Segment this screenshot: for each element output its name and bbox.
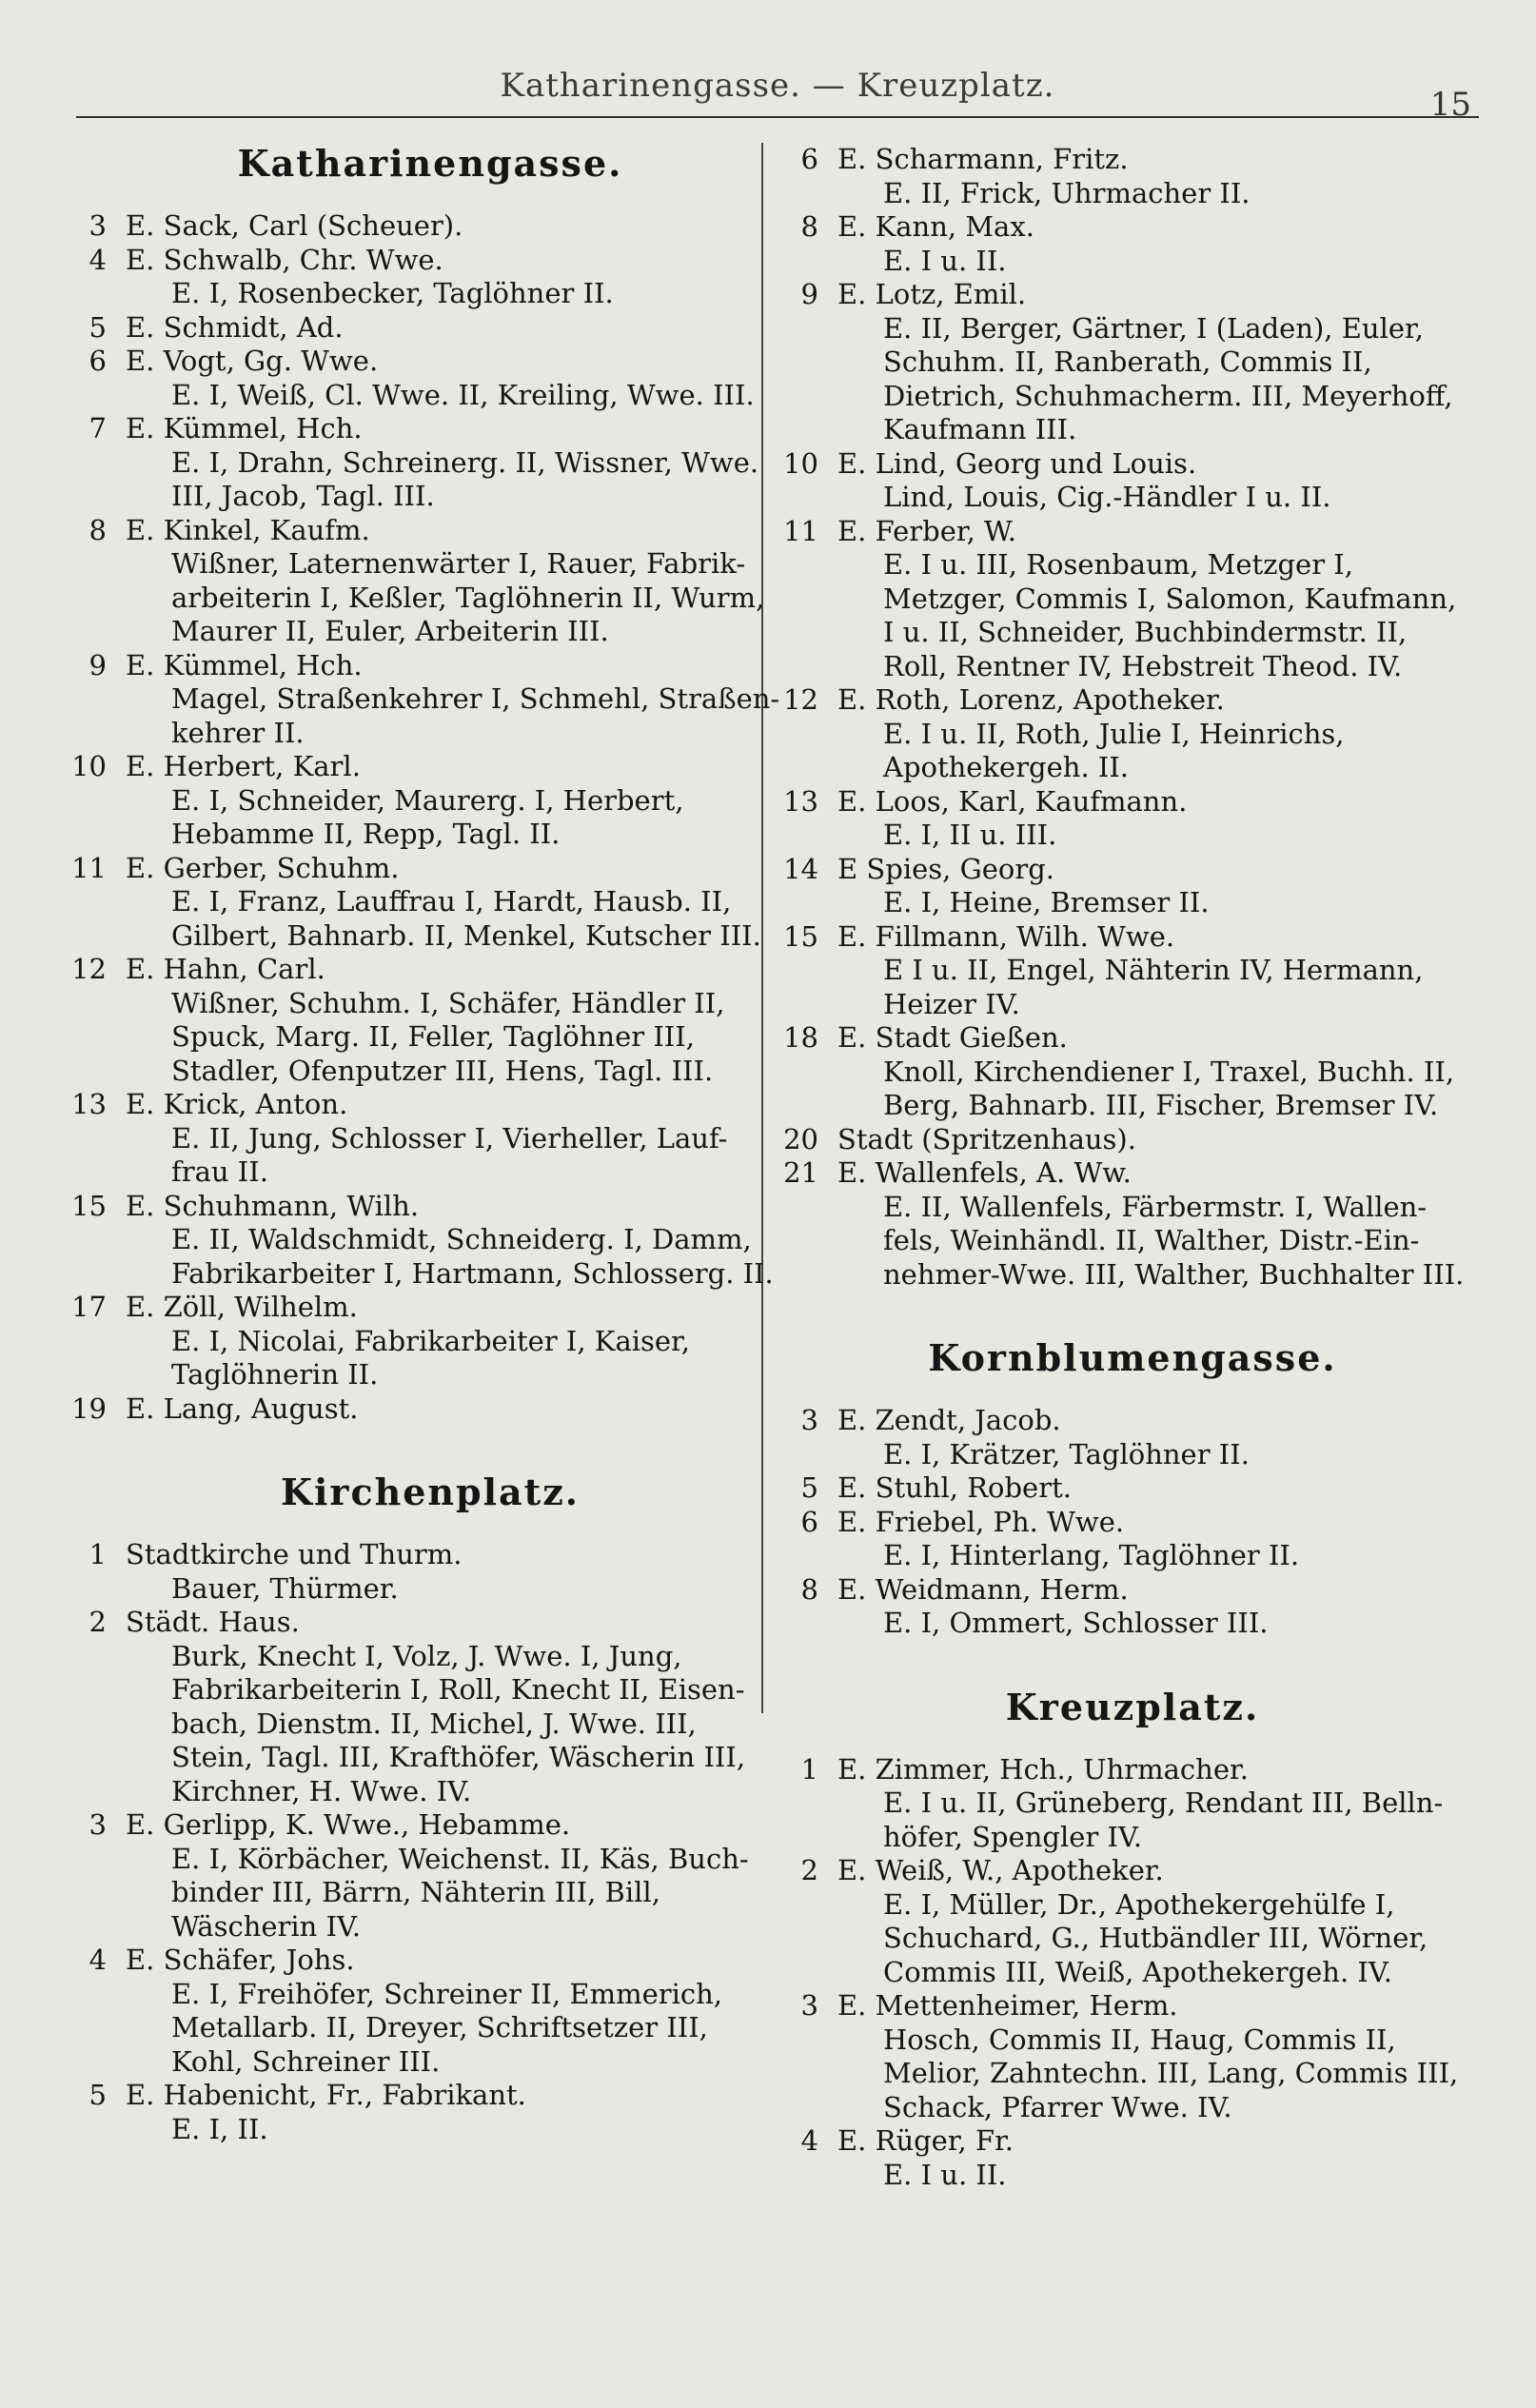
house-entry — [780, 447, 1485, 515]
entry-line: E. I, Schneider, Maurerg. I, Herbert, — [171, 783, 684, 817]
entry-line: Lind, Louis, Cig.-Händler I u. II. — [883, 481, 1331, 513]
house-entry — [69, 2079, 754, 2146]
entry-line: E. Krick, Anton. — [126, 1088, 348, 1120]
entry-line: frau II. — [171, 1155, 268, 1188]
house-number: 11 — [71, 851, 107, 884]
house-entry — [780, 1021, 1485, 1123]
house-number: 13 — [783, 784, 818, 818]
house-entry — [780, 1573, 1485, 1641]
entry-line: Fabrikarbeiterin I, Roll, Knecht II, Eisen- — [171, 1673, 745, 1706]
street-heading: Kreuzplatz. — [1005, 1685, 1260, 1728]
entry-line: E. Loos, Karl, Kaufmann. — [837, 784, 1188, 818]
entry-line: E. Habenicht, Fr., Fabrikant. — [126, 2079, 526, 2111]
entry-line: E. Kann, Max. — [837, 210, 1034, 243]
entry-line: Stadler, Ofenputzer III, Hens, Tagl. III. — [171, 1054, 714, 1087]
entry-line: E. Lotz, Emil. — [837, 278, 1027, 310]
entry-line: E. Vogt, Gg. Wwe. — [126, 345, 379, 377]
entry-line: E. Kümmel, Hch. — [126, 648, 363, 681]
entry-line: E. I, Ommert, Schlosser III. — [883, 1607, 1269, 1639]
entry-line: kehrer II. — [171, 716, 305, 749]
entry-line: E. Mettenheimer, Herm. — [837, 1989, 1178, 2022]
house-number: 13 — [71, 1088, 107, 1120]
house-entry — [780, 1753, 1485, 1855]
house-number: 3 — [800, 1989, 818, 2022]
house-number: 10 — [783, 446, 818, 480]
street-section — [69, 1471, 754, 2146]
entry-line: E. Herbert, Karl. — [126, 750, 361, 782]
house-number: 6 — [800, 143, 818, 175]
entry-line: E. Gerber, Schuhm. — [126, 851, 400, 884]
entry-line: E. Ferber, W. — [837, 514, 1016, 547]
house-entry — [69, 953, 754, 1088]
entry-line: E. Weidmann, Herm. — [837, 1572, 1129, 1606]
house-number: 19 — [71, 1392, 107, 1425]
house-entry — [69, 1808, 754, 1944]
entry-line: E. I, Körbächer, Weichenst. II, Käs, Buch- — [171, 1842, 749, 1875]
column-divider — [761, 143, 763, 1713]
entry-line: E. I u. II, Roth, Julie I, Heinrichs, — [883, 717, 1345, 750]
entry-line: E. II, Waldschmidt, Schneiderg. I, Damm, — [171, 1223, 752, 1255]
street-heading: Kornblumengasse. — [928, 1336, 1337, 1379]
street-section — [69, 142, 780, 1426]
house-entry — [780, 515, 1485, 684]
entry-line: I u. II, Schneider, Buchbindermstr. II, — [883, 616, 1408, 648]
entry-line: E. I u. II, Grüneberg, Rendant III, Belln- — [883, 1786, 1444, 1819]
house-number: 5 — [89, 310, 107, 344]
entry-line: E Spies, Georg. — [837, 852, 1055, 885]
house-number: 8 — [89, 513, 107, 546]
entry-line: Burk, Knecht I, Volz, J. Wwe. I, Jung, — [171, 1639, 682, 1672]
house-entry — [69, 1291, 754, 1392]
entry-line: Metallarb. II, Dreyer, Schriftsetzer III, — [171, 2011, 708, 2043]
house-number: 10 — [71, 750, 107, 782]
entry-line: Fabrikarbeiter I, Hartmann, Schlosserg. II. — [171, 1256, 774, 1290]
right-column — [780, 143, 1485, 2370]
entry-line: nehmer-Wwe. III, Walther, Buchhalter III. — [883, 1257, 1465, 1291]
entry-line: E. I, II u. III. — [883, 819, 1057, 851]
entry-line: E. I, Krätzer, Taglöhner II. — [883, 1437, 1250, 1470]
house-number: 3 — [800, 1404, 818, 1436]
entry-line: fels, Weinhändl. II, Walther, Distr.-Ein- — [883, 1224, 1420, 1256]
entry-line: Apothekergeh. II. — [883, 751, 1130, 783]
street-section — [780, 143, 1485, 1292]
entry-line: E. Schuhmann, Wilh. — [126, 1189, 420, 1222]
house-entry — [69, 1189, 774, 1292]
entry-line: Schack, Pfarrer Wwe. IV. — [883, 2090, 1232, 2123]
entry-line: E. I, Hinterlang, Taglöhner II. — [883, 1539, 1300, 1571]
entry-line: Gilbert, Bahnarb. II, Menkel, Kutscher III. — [171, 918, 761, 952]
entry-line: E. Stadt Gießen. — [837, 1021, 1068, 1054]
house-entry — [69, 513, 765, 649]
entry-line: E. II, Berger, Gärtner, I (Laden), Euler, — [883, 311, 1424, 345]
house-number: 2 — [89, 1606, 107, 1638]
entry-line: Roll, Rentner IV, Hebstreit Theod. IV. — [883, 649, 1403, 682]
house-entry — [780, 1404, 1485, 1471]
house-entry — [780, 278, 1485, 447]
house-entry — [69, 1944, 754, 2079]
entry-line: Kohl, Schreiner III. — [171, 2044, 441, 2078]
entry-line: E. Roth, Lorenz, Apotheker. — [837, 683, 1225, 716]
entry-line: III, Jacob, Tagl. III. — [171, 480, 435, 512]
entry-line: E. Lang, August. — [126, 1392, 359, 1425]
entry-line: höfer, Spengler IV. — [883, 1820, 1143, 1853]
page-number: 15 — [1429, 86, 1471, 124]
entry-line: binder III, Bärrn, Nähterin III, Bill, — [171, 1876, 660, 1908]
entry-line: Wäscherin IV. — [171, 1909, 362, 1943]
house-entry — [780, 143, 1485, 210]
entry-line: Taglöhnerin II. — [171, 1358, 379, 1391]
house-number: 9 — [89, 648, 107, 681]
house-number: 3 — [89, 1808, 107, 1841]
entry-line: E. I u. III, Rosenbaum, Metzger I, — [883, 548, 1353, 581]
entry-line: Wißner, Laternenwärter I, Rauer, Fabrik- — [171, 547, 746, 580]
page-header — [76, 59, 1479, 124]
entry-line: E. II, Frick, Uhrmacher II. — [883, 176, 1250, 209]
house-number: 4 — [800, 2124, 818, 2157]
house-number: 4 — [89, 243, 107, 276]
house-number: 3 — [89, 209, 107, 242]
house-number: 7 — [89, 412, 107, 444]
entry-line: Commis III, Weiß, Apothekergeh. IV. — [883, 1955, 1392, 1988]
house-entry — [780, 1854, 1485, 1989]
house-entry — [69, 244, 754, 311]
entry-line: Berg, Bahnarb. III, Fischer, Bremser IV. — [883, 1089, 1439, 1121]
entry-line: E I u. II, Engel, Nähterin IV, Hermann, — [883, 954, 1424, 986]
house-entry — [69, 1088, 754, 1190]
entry-line: E. I, Drahn, Schreinerg. II, Wissner, Wwe. — [171, 445, 759, 479]
house-entry — [69, 311, 754, 345]
entry-line: E. Schwalb, Chr. Wwe. — [126, 243, 443, 276]
entry-line: E. Hahn, Carl. — [126, 953, 325, 985]
house-entry — [780, 920, 1485, 1022]
entry-line: E. Kümmel, Hch. — [126, 412, 363, 444]
street-section — [780, 1337, 1485, 1641]
house-number: 15 — [783, 919, 818, 953]
house-number: 4 — [89, 1944, 107, 1976]
house-entry — [69, 209, 754, 244]
house-number: 8 — [800, 210, 818, 243]
entry-line: E. Schäfer, Johs. — [126, 1944, 355, 1976]
house-number: 1 — [89, 1538, 107, 1570]
entry-line: Heizer IV. — [883, 987, 1020, 1020]
entry-line: Kirchner, H. Wwe. IV. — [171, 1774, 472, 1807]
house-number: 11 — [783, 514, 818, 547]
house-number: 12 — [783, 683, 818, 716]
entry-line: Hosch, Commis II, Haug, Commis II, — [883, 2023, 1396, 2056]
entry-line: E. Friebel, Ph. Wwe. — [837, 1505, 1125, 1538]
entry-line: E. I u. II. — [883, 244, 1007, 277]
entry-line: E. Kinkel, Kaufm. — [126, 513, 370, 546]
entry-line: E. Gerlipp, K. Wwe., Hebamme. — [126, 1808, 571, 1841]
house-entry — [780, 1156, 1485, 1292]
entry-line: E. I u. II. — [883, 2158, 1007, 2191]
entry-line: arbeiterin I, Keßler, Taglöhnerin II, Wurm, — [171, 581, 765, 614]
entry-line: Stein, Tagl. III, Krafthöfer, Wäscherin III, — [171, 1741, 746, 1773]
entry-line: Bauer, Thürmer. — [171, 1571, 399, 1605]
house-number: 18 — [783, 1021, 818, 1054]
house-entry — [780, 1989, 1485, 2124]
house-number: 6 — [800, 1505, 818, 1538]
house-number: 5 — [800, 1471, 818, 1504]
entry-line: Dietrich, Schuhmacherm. III, Meyerhoff, — [883, 379, 1453, 412]
entry-line: Stadtkirche und Thurm. — [126, 1538, 463, 1570]
entry-line: E. Sack, Carl (Scheuer). — [126, 209, 463, 242]
house-entry — [780, 1123, 1485, 1157]
entry-line: E. I, Freihöfer, Schreiner II, Emmerich, — [171, 1977, 723, 2010]
entry-line: E. Scharmann, Fritz. — [837, 143, 1129, 175]
house-number: 2 — [800, 1854, 818, 1886]
entry-line: bach, Dienstm. II, Michel, J. Wwe. III, — [171, 1707, 697, 1740]
house-entry — [69, 648, 780, 751]
house-entry — [780, 210, 1485, 278]
left-column — [69, 142, 780, 2370]
house-number: 21 — [783, 1156, 818, 1189]
house-entry — [69, 412, 759, 514]
house-entry — [780, 2124, 1485, 2192]
house-number: 8 — [800, 1572, 818, 1606]
entry-line: E. I, Müller, Dr., Apothekergehülfe I, — [883, 1887, 1395, 1921]
entry-line: E. Zöll, Wilhelm. — [126, 1291, 358, 1323]
entry-line: Maurer II, Euler, Arbeiterin III. — [171, 615, 609, 647]
entry-line: Melior, Zahntechn. III, Lang, Commis III, — [883, 2057, 1459, 2089]
entry-line: Schuhm. II, Ranberath, Commis II, — [883, 345, 1372, 378]
house-number: 12 — [71, 953, 107, 985]
house-entry — [69, 851, 761, 954]
street-section — [780, 1687, 1485, 2193]
entry-line: E. Zendt, Jacob. — [837, 1404, 1061, 1436]
house-number: 5 — [89, 2079, 107, 2111]
entry-line: Kaufmann III. — [883, 413, 1077, 445]
entry-line: Knoll, Kirchendiener I, Traxel, Buchh. II, — [883, 1055, 1455, 1088]
house-entry — [69, 750, 754, 852]
street-heading: Kirchenplatz. — [280, 1470, 581, 1513]
house-entry — [780, 683, 1485, 785]
entry-line: Schuchard, G., Hutbändler III, Wörner, — [883, 1922, 1428, 1954]
entry-line: E. II, Jung, Schlosser I, Vierheller, Lauf- — [171, 1121, 728, 1155]
house-number: 17 — [71, 1291, 107, 1323]
house-entry — [780, 1471, 1485, 1506]
house-number: 6 — [89, 345, 107, 377]
house-number: 15 — [71, 1189, 107, 1222]
entry-line: E. I, II. — [171, 2112, 268, 2145]
entry-line: Städt. Haus. — [126, 1606, 300, 1638]
house-number: 14 — [783, 852, 818, 885]
house-entry — [69, 1606, 754, 1808]
house-entry — [69, 1538, 754, 1606]
entry-line: Spuck, Marg. II, Feller, Taglöhner III, — [171, 1020, 695, 1053]
entry-line: E. I, Rosenbecker, Taglöhner II. — [171, 277, 614, 309]
entry-line: E. II, Wallenfels, Färbermstr. I, Wallen- — [883, 1190, 1428, 1223]
entry-line: E. Schmidt, Ad. — [126, 310, 344, 344]
house-entry — [780, 785, 1485, 853]
running-title: Katharinengasse. — Kreuzplatz. — [500, 67, 1055, 105]
house-entry — [780, 1506, 1485, 1573]
entry-line: Hebamme II, Repp, Tagl. II. — [171, 818, 561, 850]
entry-line: Stadt (Spritzenhaus). — [837, 1122, 1136, 1155]
entry-line: Wißner, Schuhm. I, Schäfer, Händler II, — [171, 986, 725, 1019]
entry-line: E. Weiß, W., Apotheker. — [837, 1854, 1164, 1886]
street-heading: Katharinengasse. — [237, 142, 623, 185]
entry-line: E. Fillmann, Wilh. Wwe. — [837, 919, 1175, 953]
entry-line: E. Rüger, Fr. — [837, 2124, 1014, 2157]
entry-line: Metzger, Commis I, Salomon, Kaufmann, — [883, 582, 1457, 615]
entry-line: E. Stuhl, Robert. — [837, 1471, 1072, 1504]
entry-line: E. Lind, Georg und Louis. — [837, 446, 1197, 480]
house-entry — [780, 853, 1485, 920]
entry-line: Magel, Straßenkehrer I, Schmehl, Straßen- — [171, 682, 780, 715]
house-number: 9 — [800, 278, 818, 310]
entry-line: E. Wallenfels, A. Ww. — [837, 1156, 1132, 1189]
entry-line: E. Zimmer, Hch., Uhrmacher. — [837, 1752, 1249, 1786]
house-entry — [69, 345, 754, 412]
entry-line: E. I, Nicolai, Fabrikarbeiter I, Kaiser, — [171, 1324, 690, 1357]
entry-line: E. I, Weiß, Cl. Wwe. II, Kreiling, Wwe. III. — [171, 378, 755, 411]
house-number: 20 — [783, 1122, 818, 1155]
house-entry — [69, 1392, 754, 1427]
entry-line: E. I, Heine, Bremser II. — [883, 886, 1210, 918]
house-number: 1 — [800, 1752, 818, 1786]
entry-line: E. I, Franz, Lauffrau I, Hardt, Hausb. II, — [171, 885, 732, 918]
